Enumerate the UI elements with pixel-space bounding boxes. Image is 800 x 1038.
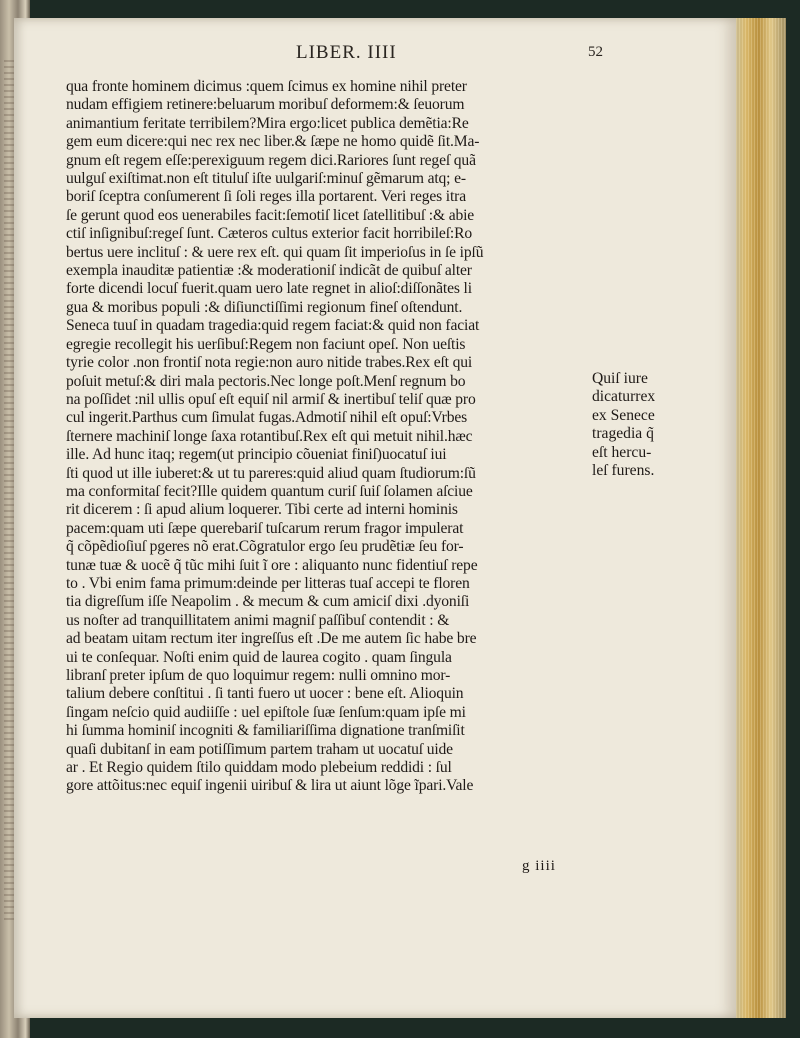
page-edges-grain xyxy=(736,18,786,1018)
text-line: ſti quod ut ille iuberet:& ut tu pareres:quid aliud quam ſtudiorum:ſũ xyxy=(66,464,476,482)
text-line: egregie recollegit his uerſibuſ:Regem non faciunt opeſ. Non ueſtis xyxy=(66,335,466,353)
text-line: to . Vbi enim fama primum:deinde per litteras tuaſ accepi te floren xyxy=(66,574,470,592)
text-line: talium debere conſtitui . ſi tanti fuero ut uocer : bene eſt. Alioquin xyxy=(66,685,464,703)
main-text-block xyxy=(66,78,598,796)
text-line: pacem:quam uti ſæpe querebariſ tuſcarum rerum fragor impulerat xyxy=(66,519,464,537)
text-line: ſternere machiniſ longe ſaxa rotantibuſ.Rex eſt qui metuit nihil.hæc xyxy=(66,427,473,445)
text-line: na poſſidet :nil ullis opuſ eſt equiſ nil armiſ & inertibuſ teliſ quæ pro xyxy=(66,390,476,408)
text-line: gnum eſt regem eſſe:perexiguum regem dici.Rariores ſunt regeſ quã xyxy=(66,151,476,169)
text-line: ma conformitaſ fecit?Ille quidem quantum curiſ ſuiſ ſolamen aſciue xyxy=(66,482,473,500)
text-line: exempla inauditæ patientiæ :& moderationiſ indicãt de quibuſ alter xyxy=(66,262,472,280)
page-edges-gilt xyxy=(736,18,786,1018)
marginal-note xyxy=(592,370,702,480)
running-title: LIBER. IIII xyxy=(296,42,397,63)
text-line: boriſ ſceptra conſumerent ſi ſoli reges illa portarent. Veri reges itra xyxy=(66,188,466,206)
marginal-note-line: leſ furens. xyxy=(592,462,655,480)
text-line: ille. Ad hunc itaq; regem(ut principio cõueniat finiſ)uocatuſ iui xyxy=(66,446,447,464)
marginal-note-line: dicaturrex xyxy=(592,388,656,406)
text-line: poſuit metuſ:& diri mala pectoris.Nec longe poſt.Menſ regnum bo xyxy=(66,372,466,390)
text-line: gem eum dicere:qui nec rex nec liber.& ſæpe ne homo quidẽ ſit.Ma- xyxy=(66,133,480,151)
text-line: tunæ tuæ & uocẽ q̃ tũc mihi ſuit ĩ ore : aliquanto nunc fidentiuſ repe xyxy=(66,556,478,574)
text-line: ſingam neſcio quid audiiſſe : uel epiſtole ſuæ ſenſum:quam ipſe mi xyxy=(66,703,466,721)
text-line: bertus uere inclituſ : & uere rex eſt. qui quam ſit imperioſus in ſe ipſũ xyxy=(66,243,484,261)
text-line: ui te conſequar. Noſti enim quid de laurea cogito . quam ſingula xyxy=(66,648,452,666)
text-line: forte dicendi locuſ fuerit.quam uero late regnet in alioſ:diſſonãtes li xyxy=(66,280,472,298)
marginal-note-line: Quiſ iure xyxy=(592,370,648,387)
text-line: us noſter ad tranquillitatem animi magniſ paſſibuſ contendit : & xyxy=(66,611,450,629)
folio-number: 52 xyxy=(588,44,603,60)
text-line: quaſi dubitanſ in eam potiſſimum partem traham ut uocatuſ uide xyxy=(66,740,453,758)
book-page xyxy=(14,18,736,1018)
text-line: gua & moribus populi :& diſiunctiſſimi regionum fineſ oſtendunt. xyxy=(66,298,463,316)
text-line: ar . Et Regio quidem ſtilo quiddam modo plebeium reddidi : ſul xyxy=(66,759,452,777)
text-line: rit dicerem : ſi apud alium loquerer. Tibi certe ad interni hominis xyxy=(66,501,458,519)
text-line: ſe gerunt quod eos uenerabiles facit:ſemotiſ licet ſatellitibuſ :& abie xyxy=(66,206,475,224)
text-line: qua fronte hominem dicimus :quem ſcimus ex homine nihil preter xyxy=(66,78,467,95)
text-line: gore attõitus:nec equiſ ingenii uiribuſ & lira ut aiunt lõge ĩpari.Vale xyxy=(66,777,474,795)
marginal-note-line: eſt hercu- xyxy=(592,443,652,461)
text-line: ctiſ inſignibuſ:regeſ ſunt. Cæteros cultus exterior facit horribileſ:Ro xyxy=(66,225,472,243)
text-line: tia digreſſum iſſe Neapolim . & mecum & cum amiciſ dixi .dyoniſi xyxy=(66,593,470,611)
text-line: Seneca tuuſ in quadam tragedia:quid regem faciat:& quid non faciat xyxy=(66,317,480,335)
text-line: cul ingerit.Parthus cum ſimulat fugas.Admotiſ nihil eſt opuſ:Vrbes xyxy=(66,409,468,427)
text-line: libranſ preter ipſum de quo loquimur regem: nulli omnino mor- xyxy=(66,667,451,684)
text-line: animantium feritate terribilem?Mira ergo:licet publica demẽtia:Re xyxy=(66,114,469,132)
text-line: uulguſ exiſtimat.non eſt tituluſ iſte uulgariſ:minuſ gẽmarum atq; e- xyxy=(66,170,466,188)
text-line: ad beatam uitam rectum iter ingreſſus eſt .De me autem ſic habe bre xyxy=(66,630,477,648)
page-header xyxy=(14,42,736,72)
marginal-note-line: ex Senece xyxy=(592,406,655,424)
signature-mark: g iiii xyxy=(522,858,556,874)
text-line: tyrie color .non frontiſ nota regie:non auro nitide trabes.Rex eſt qui xyxy=(66,354,473,372)
text-line: hi ſumma hominiſ incogniti & familiariſſima dignatione tranſmiſit xyxy=(66,722,465,740)
text-line: q̃ cõpẽdioſiuſ pgeres nõ erat.Cõgratulor ergo ſeu prudẽtiæ ſeu for- xyxy=(66,538,464,556)
marginal-note-line: tragedia q̃ xyxy=(592,425,654,443)
text-line: nudam effigiem retinere:beluarum moribuſ deformem:& ſeuorum xyxy=(66,96,465,114)
